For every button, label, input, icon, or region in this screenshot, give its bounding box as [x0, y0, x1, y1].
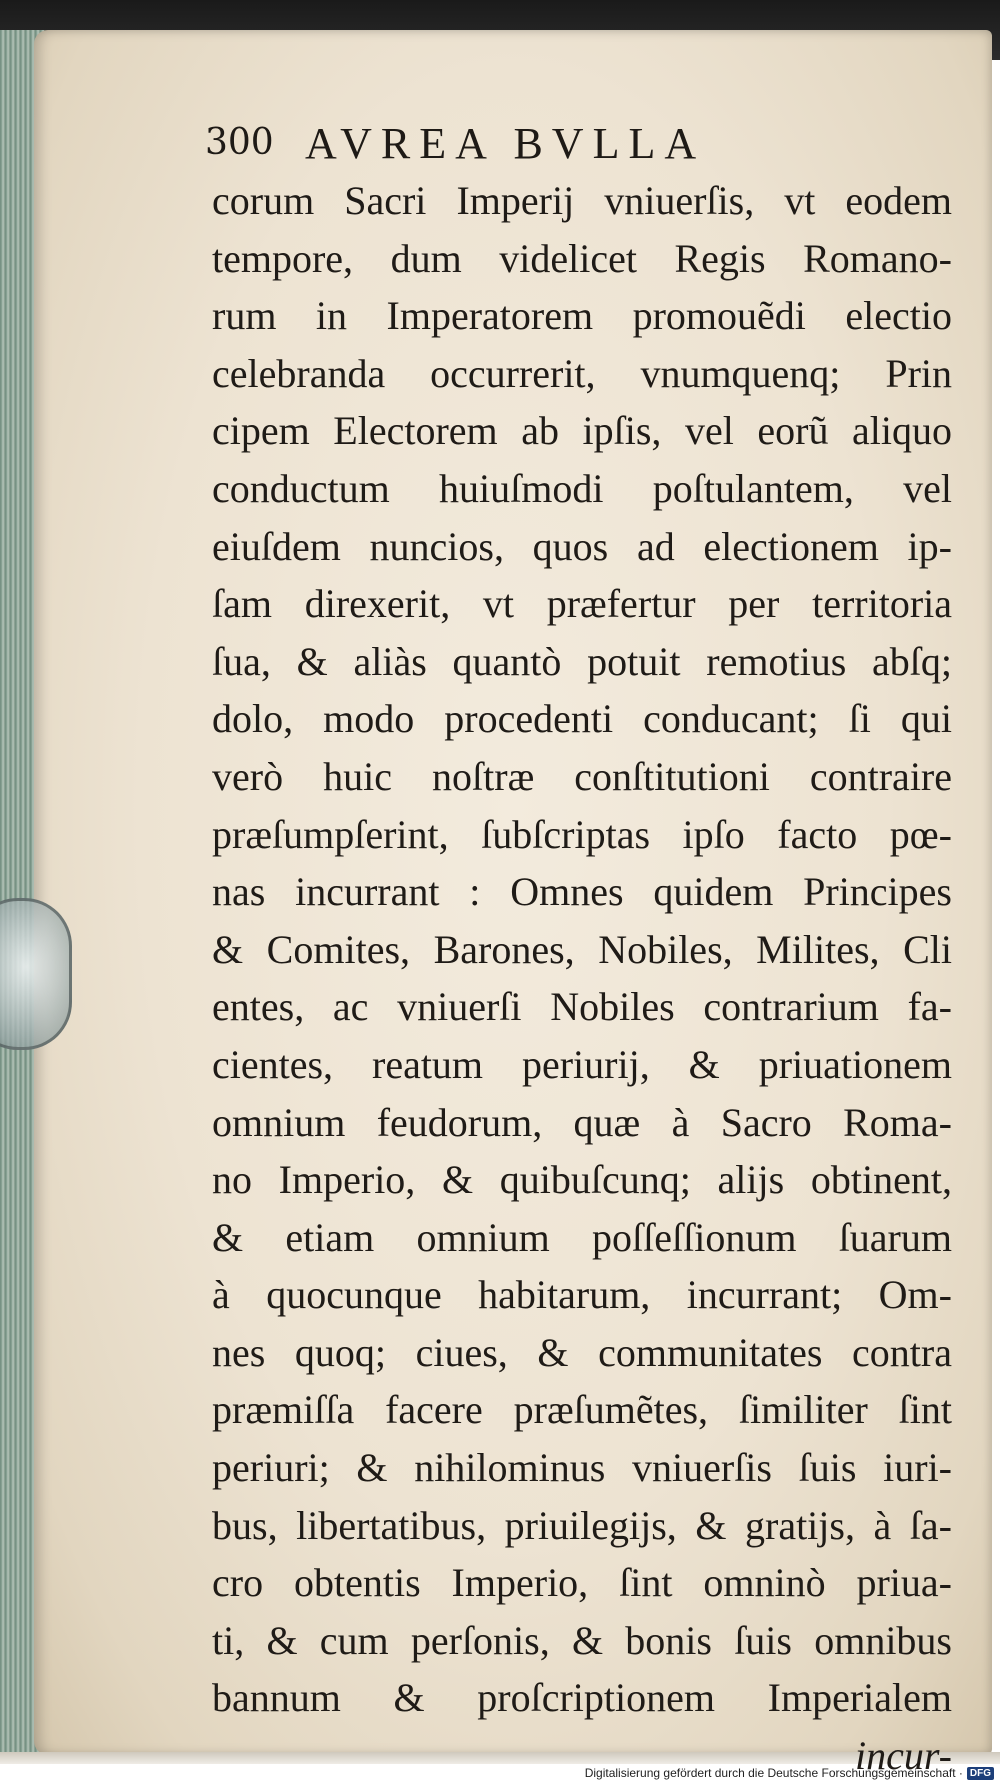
text-line: omnium feudorum, quæ à Sacro Roma-: [212, 1099, 952, 1145]
running-head: AVREA BVLLA: [305, 119, 706, 168]
text-line: ſam direxerit, vt præfertur per territoria: [212, 581, 952, 627]
text-line: nas incurrant : Omnes quidem Principes: [212, 869, 952, 915]
text-line: cro obtentis Imperio, ſint omninò priua-: [212, 1560, 952, 1606]
text-line: & etiam omnium poſſeſſionum ſuarum: [212, 1214, 952, 1260]
text-line: à quocunque habitarum, incurrant; Om-: [212, 1272, 952, 1318]
credit-text: Digitalisierung gefördert durch die Deutsche Forschungsgemeinschaft ·: [584, 1766, 963, 1780]
text-line: cipem Electorem ab ipſis, vel eorũ aliquo: [212, 408, 952, 454]
page-number: 300: [205, 122, 274, 163]
text-line: nes quoq; ciues, & communitates contra: [212, 1329, 952, 1375]
text-line: tempore, dum videlicet Regis Romano-: [212, 235, 952, 281]
digitization-credit: [585, 1766, 994, 1780]
text-line: ſua, & aliàs quantò potuit remotius abſq;: [212, 638, 952, 684]
text-line: verò huic noſtræ conſtitutioni contraire: [212, 753, 952, 799]
dfg-logo: DFG: [967, 1767, 994, 1780]
body-text: [212, 172, 952, 1785]
text-line: periuri; & nihilominus vniuerſis ſuis iuri-: [212, 1445, 952, 1491]
page-clip: [0, 898, 72, 1050]
text-line: dolo, modo procedenti conducant; ſi qui: [212, 696, 952, 742]
catchword: incur-: [855, 1733, 952, 1779]
text-line: præſumpſerint, ſubſcriptas ipſo facto pœ-: [212, 811, 952, 857]
text-line: rum in Imperatorem promouẽdi electio: [212, 293, 952, 339]
text-line: eiuſdem nuncios, quos ad electionem ip-: [212, 523, 952, 569]
text-line: præmiſſa facere præſumẽtes, ſimiliter ſint: [212, 1387, 952, 1433]
text-line: ti, & cum perſonis, & bonis ſuis omnibus: [212, 1617, 952, 1663]
text-line: bannum & proſcriptionem Imperialem: [212, 1675, 952, 1721]
text-line: conductum huiuſmodi poſtulantem, vel: [212, 465, 952, 511]
text-line: no Imperio, & quibuſcunq; alijs obtinent,: [212, 1157, 952, 1203]
text-line: & Comites, Barones, Nobiles, Milites, Cli: [212, 926, 952, 972]
page-header: [205, 118, 845, 168]
text-line: bus, libertatibus, priuilegijs, & gratijs, à ſa-: [212, 1502, 952, 1548]
text-line: entes, ac vniuerſi Nobiles contrarium fa-: [212, 984, 952, 1030]
text-line: celebranda occurrerit, vnumquenq; Prin: [212, 350, 952, 396]
text-line: corum Sacri Imperij vniuerſis, vt eodem: [212, 178, 952, 223]
text-line: cientes, reatum periurij, & priuationem: [212, 1041, 952, 1087]
